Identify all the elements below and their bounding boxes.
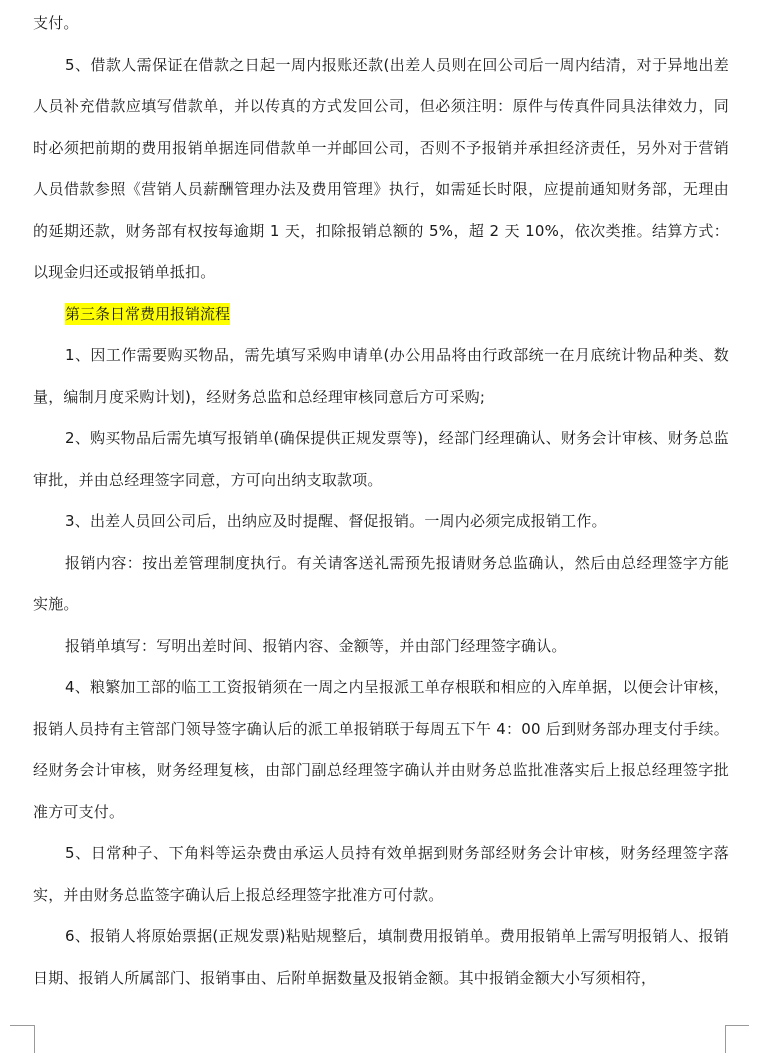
paragraph-loan-repayment: 5、借款人需保证在借款之日起一周内报账还款(出差人员则在回公司后一周内结清，对于异地出差人员补充借款应填写借款单，并以传真的方式发回公司，但必须注明：原件与传真件同具法律效力，同时必须把前期的费用报销单据连同借款单一并邮回公司，否则不予报销并承担经济责任，另外对于营销人员借款参照《营销人员薪酬管理办法及费用管理》执行，如需延长时限，应提前通知财务部，无理由的延期还款，财务部有权按每逾期 1 天，扣除报销总额的 5%，超 2 天 10%，依次类推。结算方式：以现金归还或报销单抵扣。 [33,55,729,281]
paragraph-travel-reimbursement: 3、出差人员回公司后，出纳应及时提醒、督促报销。一周内必须完成报销工作。 [65,512,607,530]
document-body [33,3,729,999]
paragraph-purchase-request: 1、因工作需要购买物品，需先填写采购申请单(办公用品将由行政部统一在月底统计物品种类、数量，编制月度采购计划)，经财务总监和总经理审核同意后方可采购; [33,346,729,406]
page-corner-mark-right-horizontal [725,1025,749,1026]
section-heading [33,294,729,336]
page-corner-mark-right [725,1025,761,1053]
page-corner-mark-left [0,1025,35,1053]
paragraph-original-receipts: 6、报销人将原始票据(正规发票)粘贴规整后，填制费用报销单。费用报销单上需写明报销人、报销日期、报销人所属部门、报销事由、后附单据数量及报销金额。其中报销金额大小写须相符， [33,927,729,987]
page-corner-mark-left-horizontal [10,1025,34,1026]
paragraph-payment-end: 支付。 [33,14,79,32]
paragraph-temp-wages: 4、粮繁加工部的临工工资报销须在一周之内呈报派工单存根联和相应的入库单据，以便会计审核，报销人员持有主管部门领导签字确认后的派工单报销联于每周五下午 4：00 后到财务部办理支付手续。经财务会计审核，财务经理复核，由部门副总经理签字确认并由财务总监批准落实后上报总经理签字批准方可支付。 [33,678,729,821]
paragraph-form-filling: 报销单填写：写明出差时间、报销内容、金额等，并由部门经理签字确认。 [65,636,567,655]
paragraph-freight-costs: 5、日常种子、下角料等运杂费由承运人员持有效单据到财务部经财务会计审核，财务经理签字落实，并由财务总监签字确认后上报总经理签字批准方可付款。 [33,844,729,904]
highlighted-heading-text: 第三条日常费用报销流程 [65,304,231,323]
paragraph-reimbursement-content: 报销内容：按出差管理制度执行。有关请客送礼需预先报请财务总监确认，然后由总经理签字方能实施。 [33,553,729,613]
paragraph-reimbursement-form: 2、购买物品后需先填写报销单(确保提供正规发票等)，经部门经理确认、财务会计审核、财务总监审批，并由总经理签字同意，方可向出纳支取款项。 [33,429,729,489]
